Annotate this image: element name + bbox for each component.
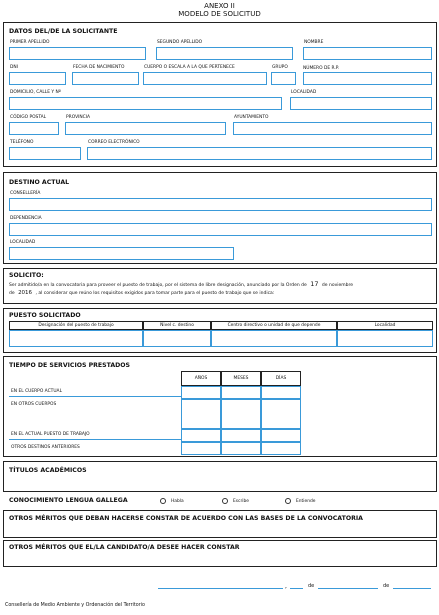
name-field[interactable] bbox=[303, 47, 432, 60]
merits-convocation-section bbox=[3, 510, 437, 538]
position-section-title: PUESTO SOLICITADO bbox=[9, 312, 81, 319]
position-locality-field[interactable] bbox=[337, 330, 433, 347]
dni-field[interactable] bbox=[9, 72, 66, 85]
request-line-2 bbox=[9, 289, 435, 298]
address-field[interactable] bbox=[9, 97, 282, 110]
request-text-2a: de bbox=[9, 291, 15, 296]
position-center-field[interactable] bbox=[211, 330, 337, 347]
service-row-previous: OTROS DESTINOS ANTERIORES bbox=[11, 445, 80, 450]
service-row-current-body: EN EL CUERPO ACTUAL bbox=[11, 389, 63, 394]
annex-label: ANEXO II bbox=[204, 2, 235, 10]
service-months-other-bodies[interactable] bbox=[221, 399, 261, 429]
birth-date-field[interactable] bbox=[72, 72, 139, 85]
postal-code-label: CÓDIGO POSTAL bbox=[10, 115, 47, 120]
service-months-previous[interactable] bbox=[221, 442, 261, 455]
email-field[interactable] bbox=[87, 147, 432, 160]
merits-candidate-title: OTROS MÉRITOS QUE EL/LA CANDIDATO/A DESEE HACER CONSTAR bbox=[9, 544, 240, 551]
council-field[interactable] bbox=[233, 122, 432, 135]
footer-text: Consellería de Medio Ambiente y Ordenación del Territorio bbox=[5, 603, 145, 608]
request-text-2b: , al considerar que reúno los requisitos exigidos para tomar parte para el puesto de trabajo que se indica: bbox=[35, 291, 275, 296]
position-level-field[interactable] bbox=[143, 330, 211, 347]
signature-place-line[interactable] bbox=[158, 588, 283, 589]
service-days-other-bodies[interactable] bbox=[261, 399, 301, 429]
service-days-current-post[interactable] bbox=[261, 429, 301, 442]
second-surname-label: SEGUNDO APELLIDO bbox=[157, 40, 203, 45]
request-text-1a: Ser admitido/a en la convocatoria para proveer el puesto de trabajo, por el sistema de libre designación, anunciado por la Orden de bbox=[9, 283, 307, 288]
dni-label: DNI bbox=[10, 65, 18, 70]
position-col-designation: Designación del puesto de trabajo bbox=[9, 321, 143, 330]
first-surname-label: PRIMER APELLIDO bbox=[10, 40, 50, 45]
phone-label: TELÉFONO bbox=[10, 140, 34, 145]
galician-speaks-label: Habla bbox=[171, 499, 184, 504]
signature-de-2: de bbox=[383, 583, 390, 589]
province-label: PROVINCIA bbox=[66, 115, 91, 120]
service-row-other-bodies: EN OTROS CUERPOS bbox=[11, 402, 57, 407]
destination-section bbox=[3, 172, 437, 264]
service-years-current-body[interactable] bbox=[181, 386, 221, 399]
body-scale-field[interactable] bbox=[143, 72, 267, 85]
first-surname-field[interactable] bbox=[9, 47, 146, 60]
service-years-other-bodies[interactable] bbox=[181, 399, 221, 429]
service-row-current-post: EN EL ACTUAL PUESTO DE TRABAJO bbox=[11, 432, 90, 437]
province-field[interactable] bbox=[65, 122, 226, 135]
request-day[interactable]: 17 bbox=[310, 280, 319, 288]
dependency-field[interactable] bbox=[9, 223, 432, 236]
degrees-section bbox=[3, 461, 437, 492]
service-row-divider bbox=[9, 396, 181, 397]
birth-date-label: FECHA DE NACIMIENTO bbox=[73, 65, 125, 70]
service-col-days: DÍAS bbox=[261, 371, 301, 386]
merits-candidate-section bbox=[3, 540, 437, 567]
dest-locality-label: LOCALIDAD bbox=[10, 240, 36, 245]
form-title: MODELO DE SOLICITUD bbox=[178, 10, 261, 18]
destination-section-title: DESTINO ACTUAL bbox=[9, 179, 70, 186]
signature-year-line[interactable] bbox=[393, 588, 431, 589]
group-field[interactable] bbox=[271, 72, 296, 85]
group-label: GRUPO bbox=[272, 65, 288, 70]
second-surname-field[interactable] bbox=[156, 47, 293, 60]
galician-section-title: CONOCIMIENTO LENGUA GALLEGA bbox=[9, 497, 128, 504]
position-col-locality: Localidad bbox=[337, 321, 433, 330]
applicant-section bbox=[3, 22, 437, 167]
request-section-title: SOLICITO: bbox=[9, 272, 44, 279]
position-section bbox=[3, 308, 437, 353]
service-years-previous[interactable] bbox=[181, 442, 221, 455]
department-label: CONSELLERÍA bbox=[10, 191, 41, 196]
department-field[interactable] bbox=[9, 198, 432, 211]
service-col-months: MESES bbox=[221, 371, 261, 386]
request-section bbox=[3, 268, 437, 304]
rp-number-label: NÚMERO DE R.P. bbox=[303, 66, 340, 71]
signature-comma: , bbox=[285, 583, 287, 590]
request-text-1b: de noviembre bbox=[321, 283, 354, 288]
service-time-section-title: TIEMPO DE SERVICIOS PRESTADOS bbox=[9, 362, 130, 369]
service-months-current-body[interactable] bbox=[221, 386, 261, 399]
name-label: NOMBRE bbox=[304, 40, 324, 45]
service-days-current-body[interactable] bbox=[261, 386, 301, 399]
postal-code-field[interactable] bbox=[9, 122, 59, 135]
service-row-divider bbox=[9, 439, 181, 440]
signature-month-line[interactable] bbox=[318, 588, 378, 589]
position-col-center: Centro directivo o unidad de que depende bbox=[211, 321, 337, 330]
galician-understands-radio[interactable] bbox=[285, 498, 291, 504]
signature-de-1: de bbox=[308, 583, 315, 589]
locality-label: LOCALIDAD bbox=[291, 90, 317, 95]
council-label: AYUNTAMIENTO bbox=[234, 115, 269, 120]
service-col-years: AÑOS bbox=[181, 371, 221, 386]
galician-writes-radio[interactable] bbox=[222, 498, 228, 504]
position-col-level: Nivel c. destino bbox=[143, 321, 211, 330]
dependency-label: DEPENDENCIA bbox=[10, 216, 42, 221]
phone-field[interactable] bbox=[9, 147, 81, 160]
locality-field[interactable] bbox=[290, 97, 432, 110]
service-years-current-post[interactable] bbox=[181, 429, 221, 442]
service-months-current-post[interactable] bbox=[221, 429, 261, 442]
body-scale-label: CUERPO O ESCALA A LA QUE PERTENECE bbox=[144, 65, 235, 70]
email-label: CORREO ELECTRÓNICO bbox=[88, 140, 140, 145]
service-days-previous[interactable] bbox=[261, 442, 301, 455]
rp-number-field[interactable] bbox=[303, 72, 432, 85]
galician-understands-label: Entiende bbox=[296, 499, 316, 504]
merits-convocation-title: OTROS MÉRITOS QUE DEBAN HACERSE CONSTAR DE ACUERDO CON LAS BASES DE LA CONVOCATORIA bbox=[9, 515, 363, 522]
galician-writes-label: Escribe bbox=[233, 499, 249, 504]
degrees-section-title: TÍTULOS ACADÉMICOS bbox=[9, 467, 87, 474]
galician-speaks-radio[interactable] bbox=[160, 498, 166, 504]
request-year[interactable]: 2016 bbox=[18, 290, 33, 296]
dest-locality-field[interactable] bbox=[9, 247, 234, 260]
applicant-section-title: DATOS DEL/DE LA SOLICITANTE bbox=[9, 28, 118, 35]
address-label: DOMICILIO, CALLE Y Nº bbox=[10, 90, 61, 95]
signature-day-line[interactable] bbox=[290, 588, 303, 589]
position-designation-field[interactable] bbox=[9, 330, 143, 347]
service-time-section bbox=[3, 356, 437, 457]
